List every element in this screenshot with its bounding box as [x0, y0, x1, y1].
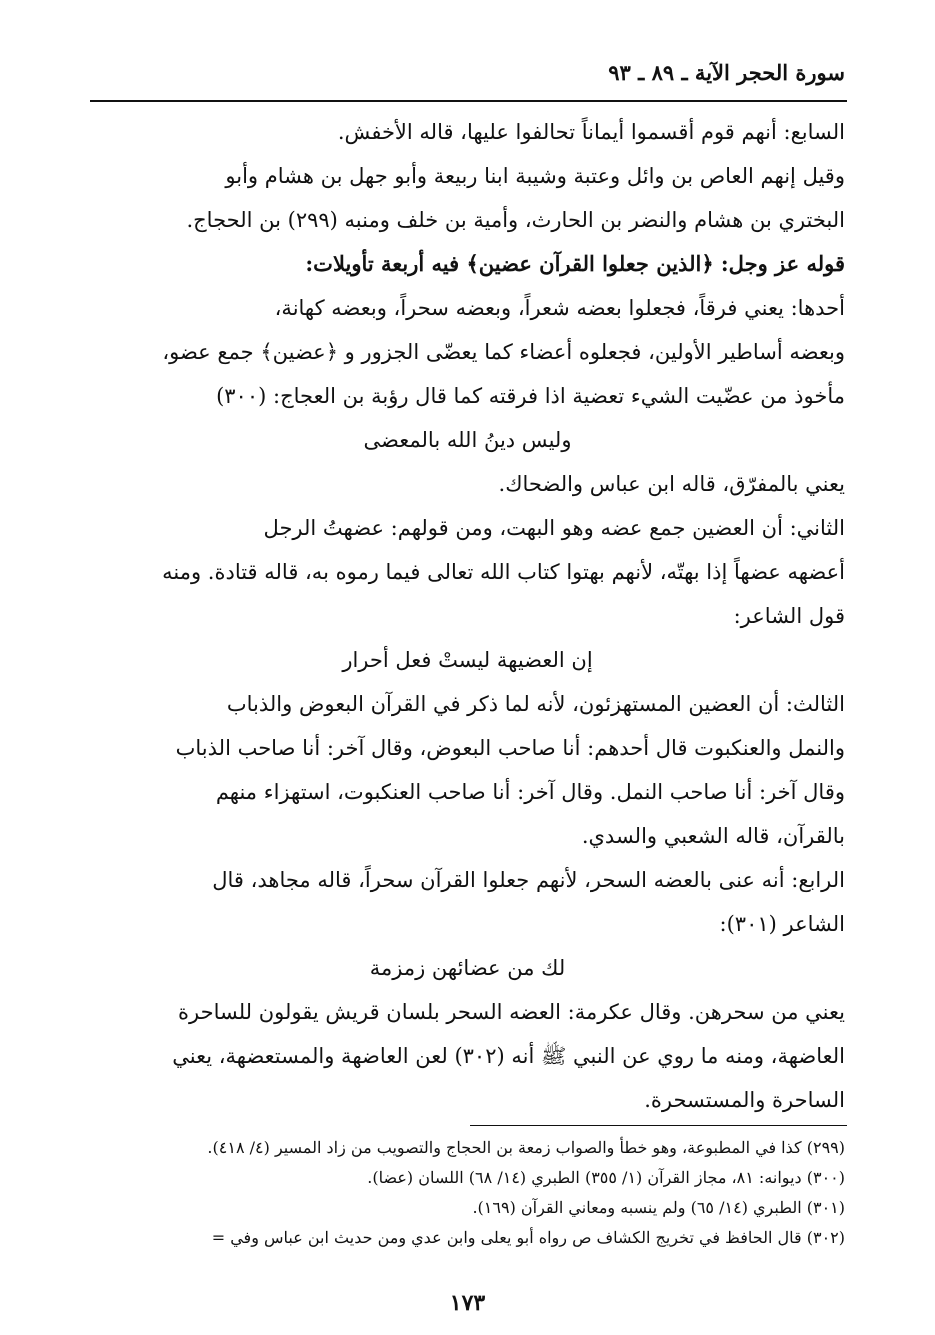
text-line: أحدها: يعني فرقاً، فجعلوا بعضه شعراً، وبعضه سحراً، وبعضه كهانة، — [274, 296, 845, 320]
text-line: الشاعر (٣٠١): — [719, 912, 845, 936]
text-line: بالقرآن، قاله الشعبي والسدي. — [581, 824, 845, 848]
main-text — [90, 110, 845, 1122]
text-line: يعني بالمفرّق، قاله ابن عباس والضحاك. — [498, 472, 845, 496]
text-line: قول الشاعر: — [733, 604, 845, 628]
footnote: (٣٠١) الطبري (١٤/ ٦٥) ولم ينسبه ومعاني القرآن (١٦٩). — [472, 1198, 845, 1217]
text-line: السابع: أنهم قوم أقسموا أيماناً تحالفوا عليها، قاله الأخفش. — [337, 120, 845, 144]
text-line: البختري بن هشام والنضر بن الحارث، وأمية بن خلف ومنبه (٢٩٩) بن الحجاج. — [186, 208, 845, 232]
footnote: (٣٠٠) ديوانه: ٨١، مجاز القرآن (١/ ٣٥٥) الطبري (١٤/ ٦٨) اللسان (عضا). — [367, 1168, 845, 1187]
verse-line: لك من عضائهن زمزمة — [369, 956, 566, 980]
text-line: وبعضه أساطير الأولين، فجعلوه أعضاء كما يعضّى الجزور و ﴿عضين﴾ جمع عضو، — [162, 340, 845, 364]
text-line: يعني من سحرهن. وقال عكرمة: العضه السحر بلسان قريش يقولون للساحرة — [178, 1000, 845, 1024]
text-line: وقيل إنهم العاص بن وائل وعتبة وشيبة ابنا ربيعة وأبو جهل بن هشام وأبو — [225, 164, 845, 188]
text-line: الساحرة والمستسحرة. — [644, 1088, 845, 1112]
verse-line: وليس دينُ الله بالمعضى — [363, 428, 572, 452]
running-header-title: سورة الحجر الآية ـ ٨٩ ـ ٩٣ — [608, 60, 845, 85]
header-divider — [90, 100, 847, 102]
text-line: الثالث: أن العضين المستهزئون، لأنه لما ذكر في القرآن البعوض والذباب — [226, 692, 845, 716]
text-line: العاضهة، ومنه ما روي عن النبي ﷺ أنه (٣٠٢) لعن العاضهة والمستعضهة، يعني — [172, 1044, 845, 1068]
text-line: الرابع: أنه عنى بالعضه السحر، لأنهم جعلوا القرآن سحراً، قاله مجاهد، قال — [212, 868, 845, 892]
text-line: مأخوذ من عضّيت الشيء تعضية اذا فرقته كما قال رؤبة بن العجاج: (٣٠٠) — [216, 384, 845, 408]
verse-line: إن العضيهة ليستْ فعل أحرار — [342, 648, 593, 672]
footnote: (٢٩٩) كذا في المطبوعة، وهو خطأ والصواب زمعة بن الحجاج والتصويب من زاد المسير (٤/ ٤١٨). — [207, 1138, 845, 1157]
text-line: الثاني: أن العضين جمع عضه وهو البهت، ومن قولهم: عضهتُ الرجل — [263, 516, 845, 540]
text-line: والنمل والعنكبوت قال أحدهم: أنا صاحب البعوض، وقال آخر: أنا صاحب الذباب — [175, 736, 845, 760]
text-line: أعضهه عضهاً إذا بهتّه، لأنهم بهتوا كتاب الله تعالى فيما رموه به، قاله قتادة. ومنه — [162, 560, 845, 584]
page-number: ١٧٣ — [449, 1290, 486, 1316]
text-line: قوله عز وجل: ﴿الذين جعلوا القرآن عضين﴾ فيه أربعة تأويلات: — [305, 251, 845, 276]
footnote: (٣٠٢) قال الحافظ في تخريج الكشاف ص رواه أبو يعلى وابن عدي ومن حديث ابن عباس وفي = — [211, 1228, 845, 1247]
footnote-divider — [470, 1125, 847, 1126]
footnotes — [90, 1133, 845, 1253]
text-line: وقال آخر: أنا صاحب النمل. وقال آخر: أنا صاحب العنكبوت، استهزاء منهم — [215, 780, 845, 804]
